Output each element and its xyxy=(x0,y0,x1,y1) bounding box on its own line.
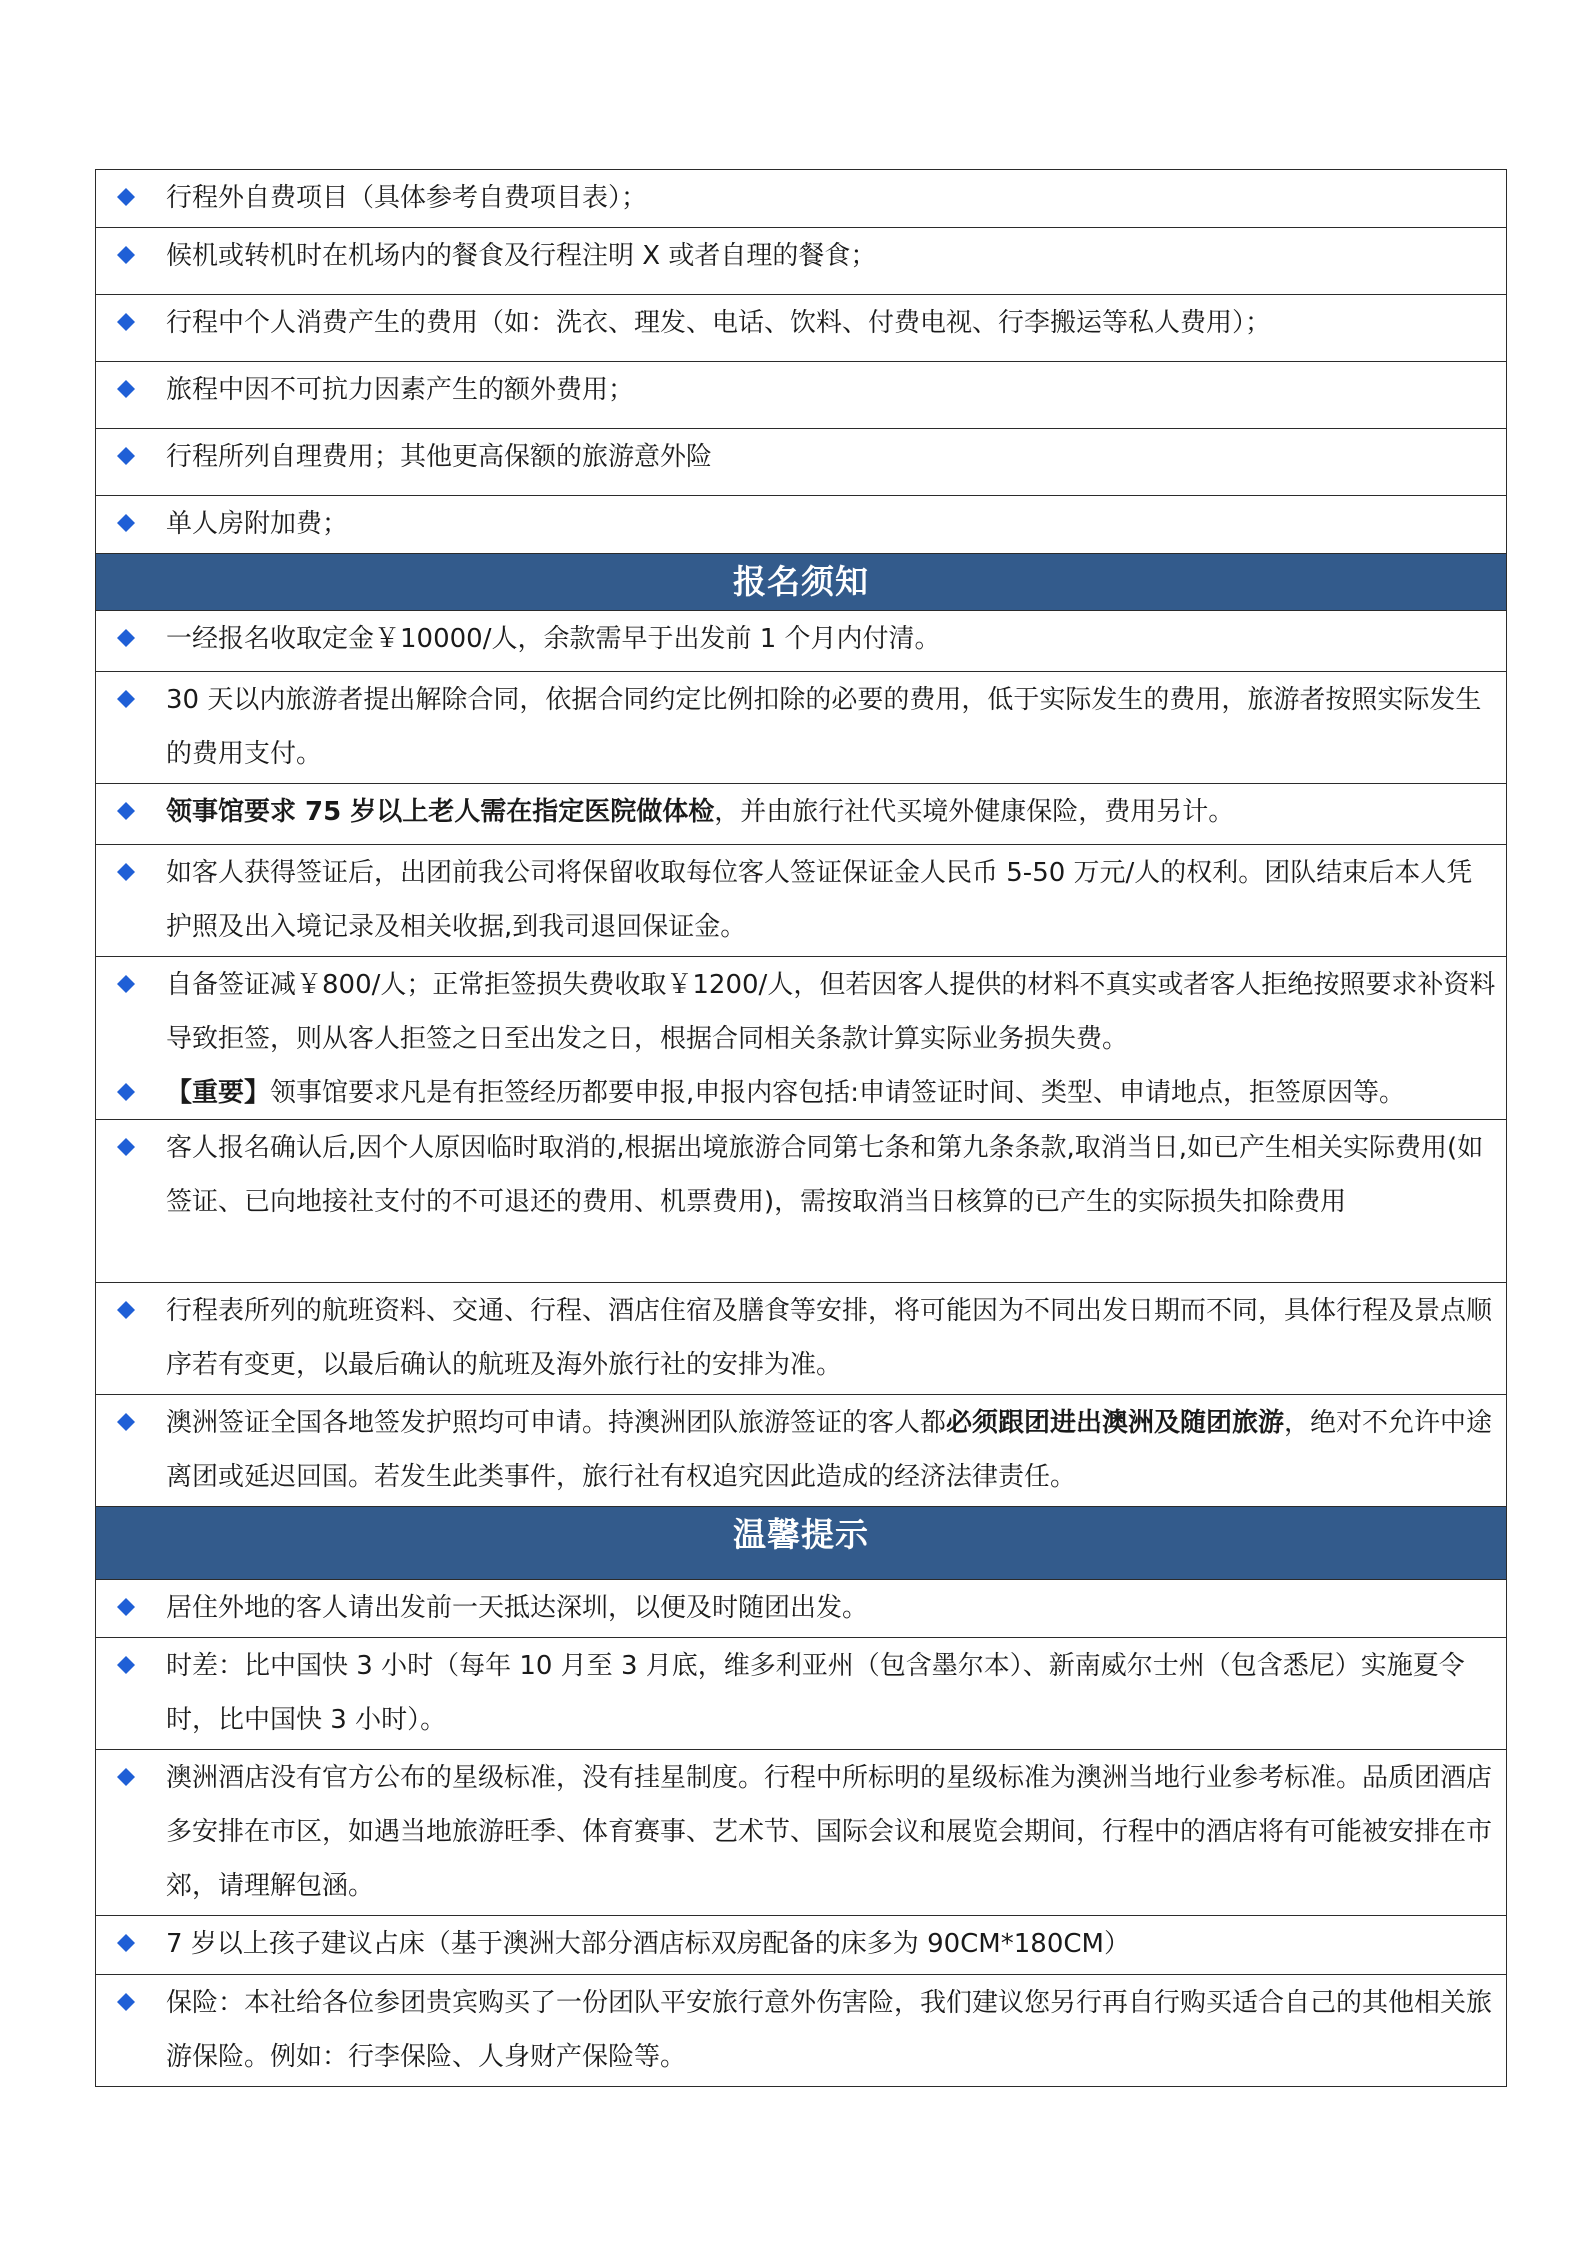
list-item-text: 澳洲签证全国各地签发护照均可申请。持澳洲团队旅游签证的客人都 xyxy=(166,1408,947,1438)
table-row xyxy=(96,228,1507,295)
diamond-bullet-icon xyxy=(117,1598,135,1616)
table-row xyxy=(96,1916,1507,1975)
diamond-bullet-icon xyxy=(117,690,135,708)
info-table xyxy=(95,169,1507,2087)
diamond-bullet-icon xyxy=(117,802,135,820)
diamond-bullet-icon xyxy=(117,380,135,398)
table-row xyxy=(96,496,1507,554)
diamond-bullet-icon xyxy=(117,313,135,331)
list-item: 候机或转机时在机场内的餐食及行程注明 X 或者自理的餐食； xyxy=(166,241,877,271)
diamond-bullet-icon xyxy=(117,863,135,881)
list-item-text: ，绝对不允许中途离团或延迟回国。若发生此类事件，旅行社有权追究因此造成的经济法律责任。 xyxy=(166,1408,1493,1492)
table-row xyxy=(96,1120,1507,1283)
section-title-registration: 报名须知 xyxy=(733,562,869,601)
table-row xyxy=(96,362,1507,429)
diamond-bullet-icon xyxy=(117,1413,135,1431)
list-item: 如客人获得签证后，出团前我公司将保留收取每位客人签证保证金人民币 5-50 万元/人的权利。团队结束后本人凭护照及出入境记录及相关收据,到我司退回保证金。 xyxy=(166,858,1473,942)
table-row xyxy=(96,1750,1507,1916)
table-row xyxy=(96,295,1507,362)
list-item: 旅程中因不可抗力因素产生的额外费用； xyxy=(166,375,635,405)
list-item: 7 岁以上孩子建议占床（基于澳洲大部分酒店标双房配备的床多为 90CM*180CM） xyxy=(166,1929,1130,1959)
table-row xyxy=(96,170,1507,228)
list-item: 行程所列自理费用；其他更高保额的旅游意外险 xyxy=(166,442,713,472)
list-item: 自备签证减￥800/人；正常拒签损失费收取￥1200/人，但若因客人提供的材料不真实或者客人拒绝按照要求补资料导致拒签，则从客人拒签之日至出发之日，根据合同相关条款计算实际业务损失费。 xyxy=(166,970,1496,1054)
diamond-bullet-icon xyxy=(117,1768,135,1786)
table-row xyxy=(96,1975,1507,2087)
list-item: 时差：比中国快 3 小时（每年 10 月至 3 月底，维多利亚州（包含墨尔本）、新南威尔士州（包含悉尼）实施夏令时，比中国快 3 小时）。 xyxy=(166,1651,1465,1735)
list-item: 单人房附加费； xyxy=(166,509,349,539)
diamond-bullet-icon xyxy=(117,1301,135,1319)
diamond-bullet-icon xyxy=(117,1934,135,1952)
list-item: 澳洲酒店没有官方公布的星级标准，没有挂星制度。行程中所标明的星级标准为澳洲当地行业参考标准。品质团酒店多安排在市区，如遇当地旅游旺季、体育赛事、艺术节、国际会议和展览会期间，行程中的酒店将有可能被安排在市郊，请理解包涵。 xyxy=(166,1763,1493,1901)
document-page xyxy=(95,169,1507,2087)
list-item: 行程中个人消费产生的费用（如：洗衣、理发、电话、饮料、付费电视、行李搬运等私人费用）； xyxy=(166,308,1272,338)
list-item: 客人报名确认后,因个人原因临时取消的,根据出境旅游合同第七条和第九条条款,取消当日,如已产生相关实际费用(如签证、已向地接社支付的不可退还的费用、机票费用)，需按取消当日核算的已产生的实际损失扣除费用 xyxy=(166,1133,1484,1217)
list-item: 30 天以内旅游者提出解除合同，依据合同约定比例扣除的必要的费用，低于实际发生的费用，旅游者按照实际发生的费用支付。 xyxy=(166,685,1482,769)
list-item xyxy=(96,784,1506,841)
diamond-bullet-icon xyxy=(117,246,135,264)
bold-text: 必须跟团进出澳洲及随团旅游 xyxy=(946,1408,1285,1438)
table-row xyxy=(96,429,1507,496)
list-item: 居住外地的客人请出发前一天抵达深圳，以便及时随团出发。 xyxy=(166,1593,869,1623)
list-item: 一经报名收取定金￥10000/人，余款需早于出发前 1 个月内付清。 xyxy=(166,624,941,654)
table-row xyxy=(96,1580,1507,1638)
list-item: 保险：本社给各位参团贵宾购买了一份团队平安旅行意外伤害险，我们建议您另行再自行购买适合自己的其他相关旅游保险。例如：行李保险、人身财产保险等。 xyxy=(166,1988,1493,2072)
list-item xyxy=(96,1395,1506,1506)
diamond-bullet-icon xyxy=(117,1993,135,2011)
table-row xyxy=(96,784,1507,845)
table-row xyxy=(96,845,1507,957)
section-header-row xyxy=(96,554,1507,611)
diamond-bullet-icon xyxy=(117,514,135,532)
bold-text: 领事馆要求 75 岁以上老人需在指定医院做体检 xyxy=(166,797,715,827)
list-item-text: ，并由旅行社代买境外健康保险，费用另计。 xyxy=(714,797,1235,827)
diamond-bullet-icon xyxy=(117,629,135,647)
diamond-bullet-icon xyxy=(117,1083,135,1101)
list-item xyxy=(96,1065,1506,1122)
diamond-bullet-icon xyxy=(117,1656,135,1674)
bold-text: 【重要】 xyxy=(166,1078,271,1108)
section-header-row xyxy=(96,1507,1507,1580)
section-title-tips: 温馨提示 xyxy=(733,1515,869,1554)
table-row xyxy=(96,1395,1507,1507)
table-row xyxy=(96,957,1507,1120)
table-row xyxy=(96,672,1507,784)
table-row xyxy=(96,1283,1507,1395)
diamond-bullet-icon xyxy=(117,188,135,206)
list-item-text: 领事馆要求凡是有拒签经历都要申报,申报内容包括:申请签证时间、类型、申请地点，拒签原因等。 xyxy=(270,1078,1406,1108)
diamond-bullet-icon xyxy=(117,447,135,465)
table-row xyxy=(96,611,1507,672)
list-item: 行程表所列的航班资料、交通、行程、酒店住宿及膳食等安排，将可能因为不同出发日期而不同，具体行程及景点顺序若有变更，以最后确认的航班及海外旅行社的安排为准。 xyxy=(166,1296,1493,1380)
table-row xyxy=(96,1638,1507,1750)
diamond-bullet-icon xyxy=(117,975,135,993)
list-item: 行程外自费项目（具体参考自费项目表）； xyxy=(166,183,648,213)
diamond-bullet-icon xyxy=(117,1138,135,1156)
